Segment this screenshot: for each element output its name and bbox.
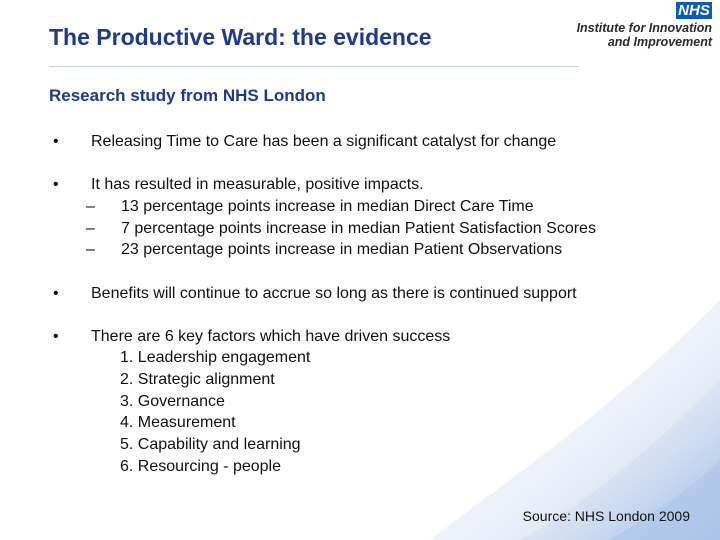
bullet-text: Benefits will continue to accrue so long as there is continued support	[91, 285, 577, 302]
slide-title: The Productive Ward: the evidence	[49, 24, 432, 50]
bullet-marker: •	[53, 133, 59, 150]
logo-text-line-2: and Improvement	[607, 35, 712, 49]
numbered-item: 2. Strategic alignment	[120, 371, 275, 388]
numbered-item: 6. Resourcing - people	[120, 458, 281, 475]
numbered-item: 4. Measurement	[120, 414, 236, 431]
sub-bullet-dash: –	[86, 198, 95, 215]
bullet-text: There are 6 key factors which have driven success	[91, 328, 451, 345]
bullet-text: Releasing Time to Care has been a significant catalyst for change	[91, 133, 557, 150]
slide-subtitle: Research study from NHS London	[49, 86, 326, 105]
source-citation: Source: NHS London 2009	[522, 508, 690, 524]
bullet-marker: •	[53, 176, 59, 193]
nhs-logo	[572, 2, 712, 48]
numbered-item: 5. Capability and learning	[120, 436, 301, 453]
bullet-marker: •	[53, 285, 59, 302]
title-divider	[49, 66, 579, 67]
logo-text-line-1: Institute for Innovation	[576, 21, 712, 35]
bullet-text: It has resulted in measurable, positive impacts.	[91, 176, 424, 193]
sub-bullet-dash: –	[86, 241, 95, 258]
bullet-marker: •	[53, 328, 59, 345]
nhs-badge: NHS	[676, 2, 712, 19]
sub-bullet-text: 23 percentage points increase in median Patient Observations	[121, 241, 563, 258]
sub-bullet-text: 7 percentage points increase in median Patient Satisfaction Scores	[121, 220, 596, 237]
sub-bullet-text: 13 percentage points increase in median Direct Care Time	[121, 198, 534, 215]
sub-bullet-dash: –	[86, 220, 95, 237]
numbered-item: 3. Governance	[120, 393, 225, 410]
numbered-item: 1. Leadership engagement	[120, 349, 311, 366]
